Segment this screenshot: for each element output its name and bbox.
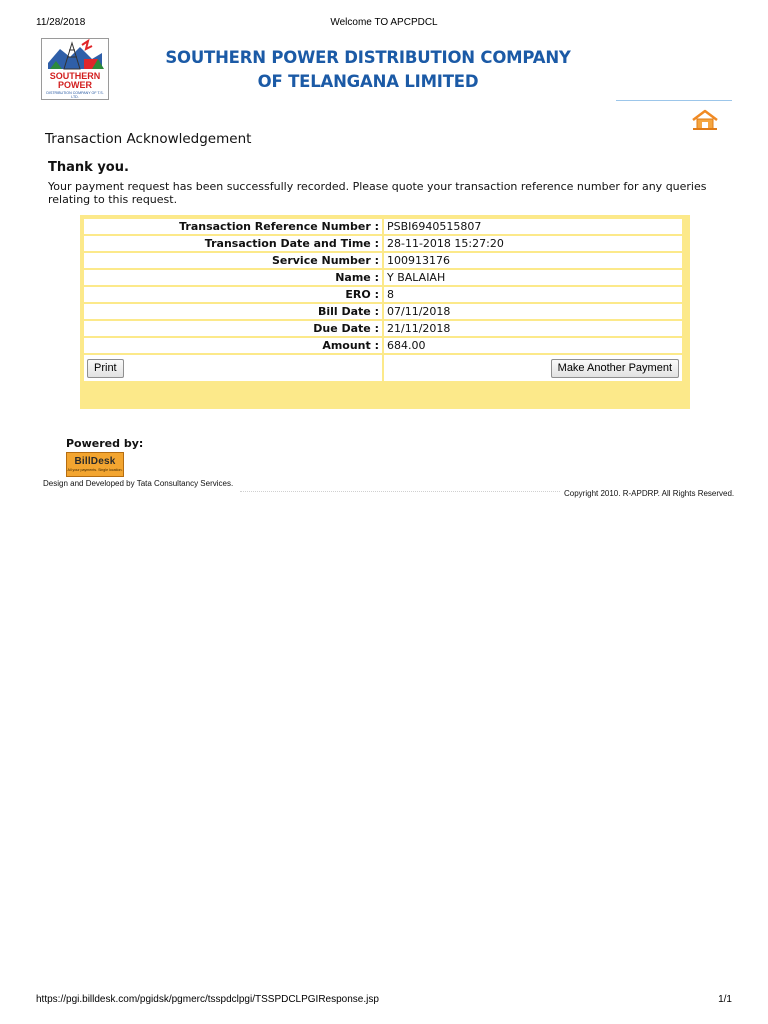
- table-row: [84, 236, 682, 251]
- bill-date-label: Bill Date :: [84, 304, 382, 319]
- logo-text-subtitle: DISTRIBUTION COMPANY OF T.S. LTD.: [46, 91, 104, 99]
- designed-by-text: Design and Developed by Tata Consultancy Services.: [43, 479, 234, 488]
- ero-value: 8: [384, 287, 682, 302]
- name-label: Name :: [84, 270, 382, 285]
- table-row: [84, 270, 682, 285]
- table-row-actions: [84, 355, 682, 381]
- transaction-reference-label: Transaction Reference Number :: [84, 219, 382, 234]
- footer-dotted-divider: [240, 491, 560, 493]
- amount-value: 684.00: [384, 338, 682, 353]
- print-date: 11/28/2018: [36, 17, 86, 28]
- transaction-reference-value: PSBI6940515807: [384, 219, 682, 234]
- print-page-title: Welcome TO APCPDCL: [330, 17, 438, 28]
- make-payment-cell: [384, 355, 682, 381]
- billdesk-logo-name: BillDesk: [74, 456, 116, 467]
- name-value: Y BALAIAH: [384, 270, 682, 285]
- print-header: [0, 17, 768, 31]
- copyright-text: Copyright 2010. R-APDRP. All Rights Reserved.: [564, 489, 735, 498]
- logo-text-power: POWER: [57, 80, 92, 90]
- ero-label: ERO :: [84, 287, 382, 302]
- print-button[interactable]: Print: [87, 359, 124, 378]
- table-row: [84, 338, 682, 353]
- logo-text-southern: SOUTHERN: [49, 71, 101, 81]
- company-name: [120, 46, 616, 94]
- print-page-number: 1/1: [718, 994, 732, 1005]
- transaction-datetime-value: 28-11-2018 15:27:20: [384, 236, 682, 251]
- print-footer: [0, 994, 768, 1008]
- transaction-datetime-label: Transaction Date and Time :: [84, 236, 382, 251]
- company-name-line1: SOUTHERN POWER DISTRIBUTION COMPANY: [165, 48, 571, 67]
- company-logo: [41, 38, 109, 100]
- table-row: [84, 321, 682, 336]
- header-divider: [616, 100, 732, 101]
- due-date-value: 21/11/2018: [384, 321, 682, 336]
- service-number-value: 100913176: [384, 253, 682, 268]
- bill-date-value: 07/11/2018: [384, 304, 682, 319]
- table-row: [84, 287, 682, 302]
- transaction-details-table: [82, 217, 684, 383]
- table-row: [84, 304, 682, 319]
- print-cell: [84, 355, 382, 381]
- due-date-label: Due Date :: [84, 321, 382, 336]
- service-number-label: Service Number :: [84, 253, 382, 268]
- powered-by-label: Powered by:: [66, 437, 144, 450]
- print-url: https://pgi.billdesk.com/pgidsk/pgmerc/tsspdclpgi/TSSPDCLPGIResponse.jsp: [36, 994, 379, 1005]
- table-row: [84, 219, 682, 234]
- billdesk-logo: [66, 452, 124, 477]
- table-row: [84, 253, 682, 268]
- transaction-details-box: [80, 215, 690, 409]
- power-tower-icon: [42, 39, 108, 73]
- home-icon[interactable]: [690, 108, 720, 132]
- company-name-line2: OF TELANGANA LIMITED: [257, 72, 479, 91]
- confirmation-message: Your payment request has been successfully recorded. Please quote your transaction reference number for any queries relating to this request.: [48, 180, 707, 206]
- amount-label: Amount :: [84, 338, 382, 353]
- billdesk-logo-tagline: All your payments. Single location.: [67, 468, 123, 472]
- make-another-payment-button[interactable]: Make Another Payment: [551, 359, 679, 378]
- page-title: Transaction Acknowledgement: [45, 131, 252, 147]
- thank-you-heading: Thank you.: [48, 160, 129, 175]
